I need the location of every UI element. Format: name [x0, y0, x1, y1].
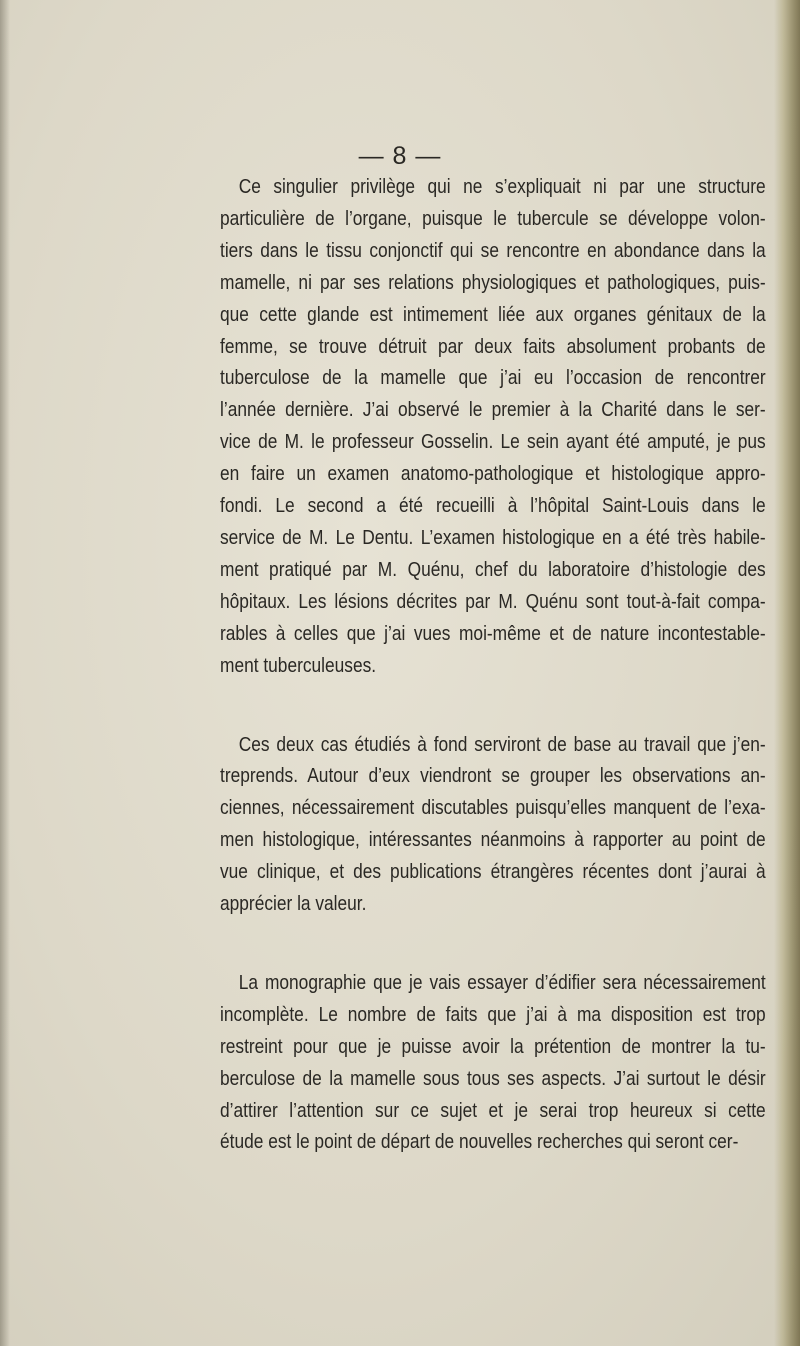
text-line: La monographie que je vais essayer d’édifier sera nécessairement — [238, 971, 766, 994]
page-binding-edge — [774, 0, 800, 1346]
text-line: d’attirer l’attention sur ce sujet et je serai trop heureux si cette — [220, 1099, 766, 1122]
paragraph-2 — [220, 730, 766, 921]
text-line: vue clinique, et des publications étrangères récentes dont j’aurai à — [220, 861, 766, 884]
text-line: hôpitaux. Les lésions décrites par M. Quénu sont tout-à-fait compa- — [220, 590, 766, 613]
page-shadow-left — [0, 0, 10, 1346]
text-line: apprécier la valeur. — [220, 893, 367, 916]
text-line: treprends. Autour d’eux viendront se grouper les observations an- — [220, 765, 766, 788]
text-line: Ces deux cas étudiés à fond serviront de base au travail que j’en- — [238, 733, 766, 756]
text-line: femme, se trouve détruit par deux faits absolument probants de — [220, 335, 766, 358]
text-line: tuberculose de la mamelle que j’ai eu l’occasion de rencontrer — [220, 367, 766, 390]
text-line: restreint pour que je puisse avoir la prétention de montrer la tu- — [220, 1035, 766, 1058]
paragraph-spacer — [220, 921, 766, 968]
paragraph-1 — [220, 172, 766, 683]
text-line: vice de M. le professeur Gosselin. Le sein ayant été amputé, je pus — [220, 431, 766, 454]
text-line: l’année dernière. J’ai observé le premier à la Charité dans le ser- — [220, 399, 766, 422]
paragraph-spacer — [220, 683, 766, 730]
text-line: ment pratiqué par M. Quénu, chef du laboratoire d’histologie des — [220, 558, 766, 581]
text-line: berculose de la mamelle sous tous ses aspects. J’ai surtout le désir — [220, 1067, 766, 1090]
text-line: service de M. Le Dentu. L’examen histologique en a été très habile- — [220, 526, 766, 549]
text-line: fondi. Le second a été recueilli à l’hôpital Saint-Louis dans le — [220, 495, 766, 518]
text-line: incomplète. Le nombre de faits que j’ai à ma disposition est trop — [220, 1003, 766, 1026]
text-line: particulière de l’organe, puisque le tubercule se développe volon- — [220, 207, 766, 230]
text-line: Ce singulier privilège qui ne s’expliquait ni par une structure — [238, 176, 766, 198]
paragraph-3 — [220, 968, 766, 1159]
text-line: men histologique, intéressantes néanmoins à rapporter au point de — [220, 829, 766, 852]
text-line: ciennes, nécessairement discutables puisqu’elles manquent de l’exa- — [220, 797, 766, 820]
text-line: rables à celles que j’ai vues moi-même et de nature incontestable- — [220, 622, 766, 645]
body-text — [220, 172, 766, 1159]
page-number: — 8 — — [358, 142, 442, 170]
text-line: que cette glande est intimement liée aux organes génitaux de la — [220, 303, 766, 326]
text-line: ment tuberculeuses. — [220, 654, 377, 677]
text-line: étude est le point de départ de nouvelles recherches qui seront cer- — [220, 1131, 739, 1154]
text-line: mamelle, ni par ses relations physiologiques et pathologiques, puis- — [220, 271, 766, 294]
text-line: en faire un examen anatomo-pathologique et histologique appro- — [220, 463, 766, 486]
text-line: tiers dans le tissu conjonctif qui se rencontre en abondance dans la — [220, 239, 766, 262]
